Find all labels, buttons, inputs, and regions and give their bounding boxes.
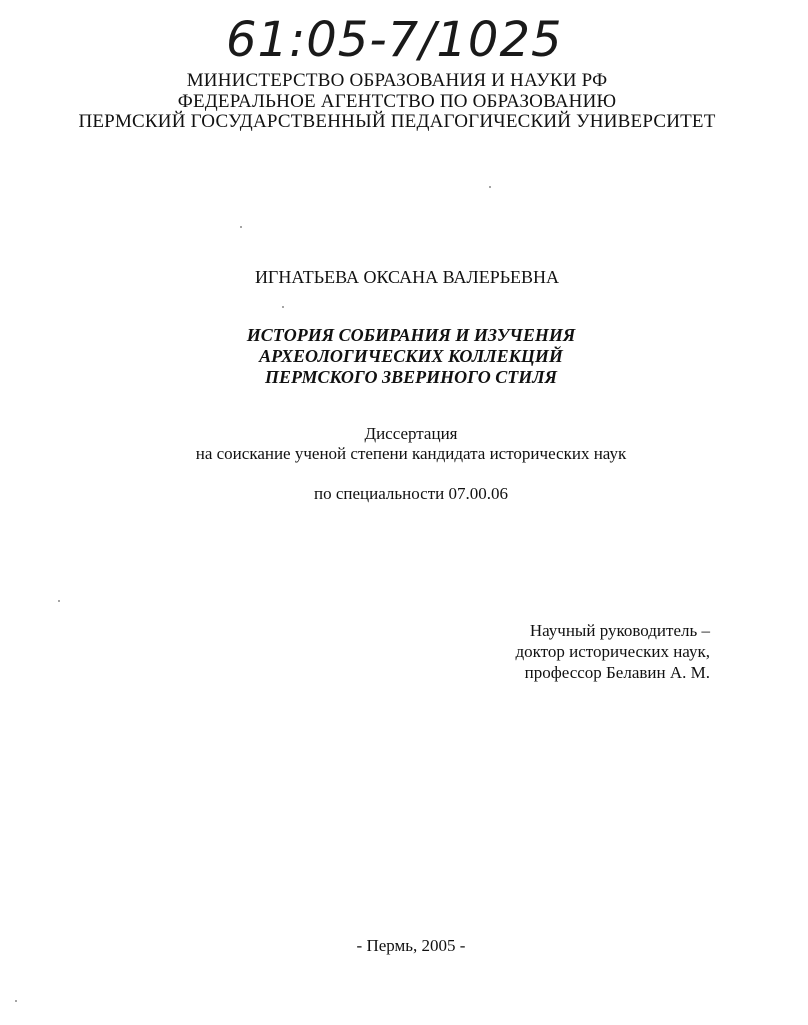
agency-name: ФЕДЕРАЛЬНОЕ АГЕНТСТВО ПО ОБРАЗОВАНИЮ [177,91,617,112]
scan-speck [58,600,60,602]
author-name: ИГНАТЬЕВА ОКСАНА ВАЛЕРЬЕВНА [254,267,560,287]
advisor-role: Научный руководитель – [529,621,710,640]
handwritten-archive-number [222,6,563,68]
specialty-code: по специальности 07.00.06 [313,484,508,503]
handwritten-archive-number-text: 61:05-7/1025 [226,12,563,68]
dissertation-title-line-1: ИСТОРИЯ СОБИРАНИЯ И ИЗУЧЕНИЯ [246,325,576,345]
degree-purpose: на соискание ученой степени кандидата исторических наук [195,444,627,463]
dissertation-title-line-3: ПЕРМСКОГО ЗВЕРИНОГО СТИЛЯ [264,367,558,387]
scan-speck [15,1000,17,1002]
city-year: - Пермь, 2005 - [356,936,466,955]
document-type: Диссертация [364,424,458,443]
advisor-degree: доктор исторических наук, [515,642,710,661]
advisor-name: профессор Белавин А. М. [524,663,710,682]
scan-speck [489,186,491,188]
scan-speck [240,226,242,228]
university-name: ПЕРМСКИЙ ГОСУДАРСТВЕННЫЙ ПЕДАГОГИЧЕСКИЙ УНИВЕРСИТЕТ [78,111,716,132]
ministry-name: МИНИСТЕРСТВО ОБРАЗОВАНИЯ И НАУКИ РФ [186,70,608,91]
dissertation-title-line-2: АРХЕОЛОГИЧЕСКИХ КОЛЛЕКЦИЙ [259,346,563,366]
scan-speck [282,306,284,308]
